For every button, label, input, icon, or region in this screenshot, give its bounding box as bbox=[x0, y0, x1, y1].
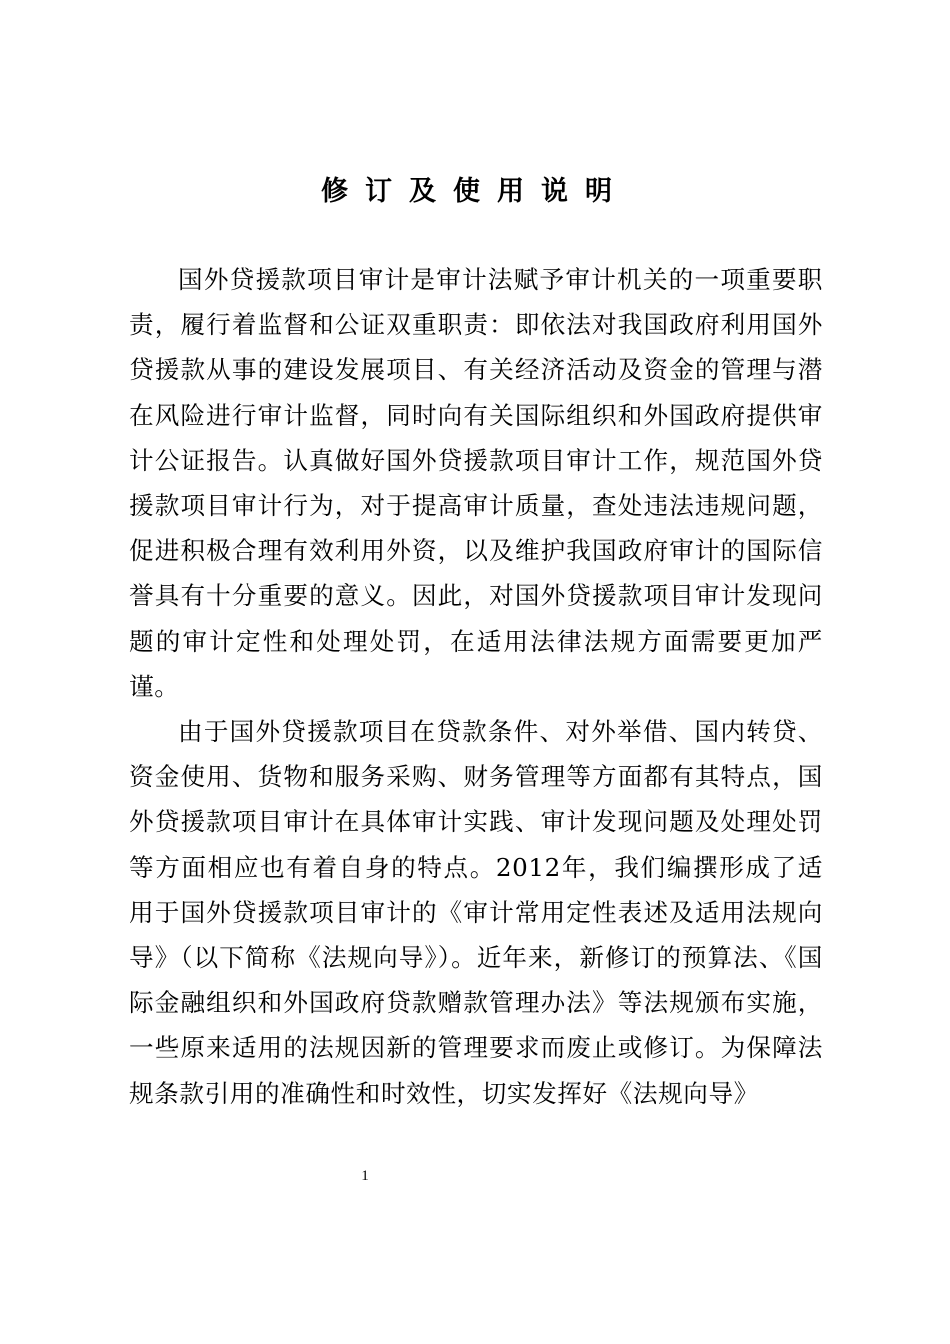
page-number: 1 bbox=[361, 1168, 369, 1184]
paragraph-2: 由于国外贷援款项目在贷款条件、对外举借、国内转贷、资金使用、货物和服务采购、财务管理等方面都有其特点，国外贷援款项目审计在具体审计实践、审计发现问题及处理处罚等方面相应也有着自身的特点。2012年，我们编撰形成了适用于国外贷援款项目审计的《审计常用定性表述及适用法规向导》（以下简称《法规向导》）。近年来，新修订的预算法、《国际金融组织和外国政府贷款赠款管理办法》等法规颁布实施，一些原来适用的法规因新的管理要求而废止或修订。为保障法规条款引用的准确性和时效性，切实发挥好《法规向导》 bbox=[129, 717, 823, 1108]
body-text bbox=[129, 257, 823, 1116]
paragraph-1: 国外贷援款项目审计是审计法赋予审计机关的一项重要职责，履行着监督和公证双重职责：即依法对我国政府利用国外贷援款从事的建设发展项目、有关经济活动及资金的管理与潜在风险进行审计监督，同时向有关国际组织和外国政府提供审计公证报告。认真做好国外贷援款项目审计工作，规范国外贷援款项目审计行为，对于提高审计质量，查处违法违规问题，促进积极合理有效利用外资，以及维护我国政府审计的国际信誉具有十分重要的意义。因此，对国外贷援款项目审计发现问题的审计定性和处理处罚，在适用法律法规方面需要更加严谨。 bbox=[129, 265, 823, 701]
page-title: 修订及使用说明 bbox=[321, 176, 629, 207]
